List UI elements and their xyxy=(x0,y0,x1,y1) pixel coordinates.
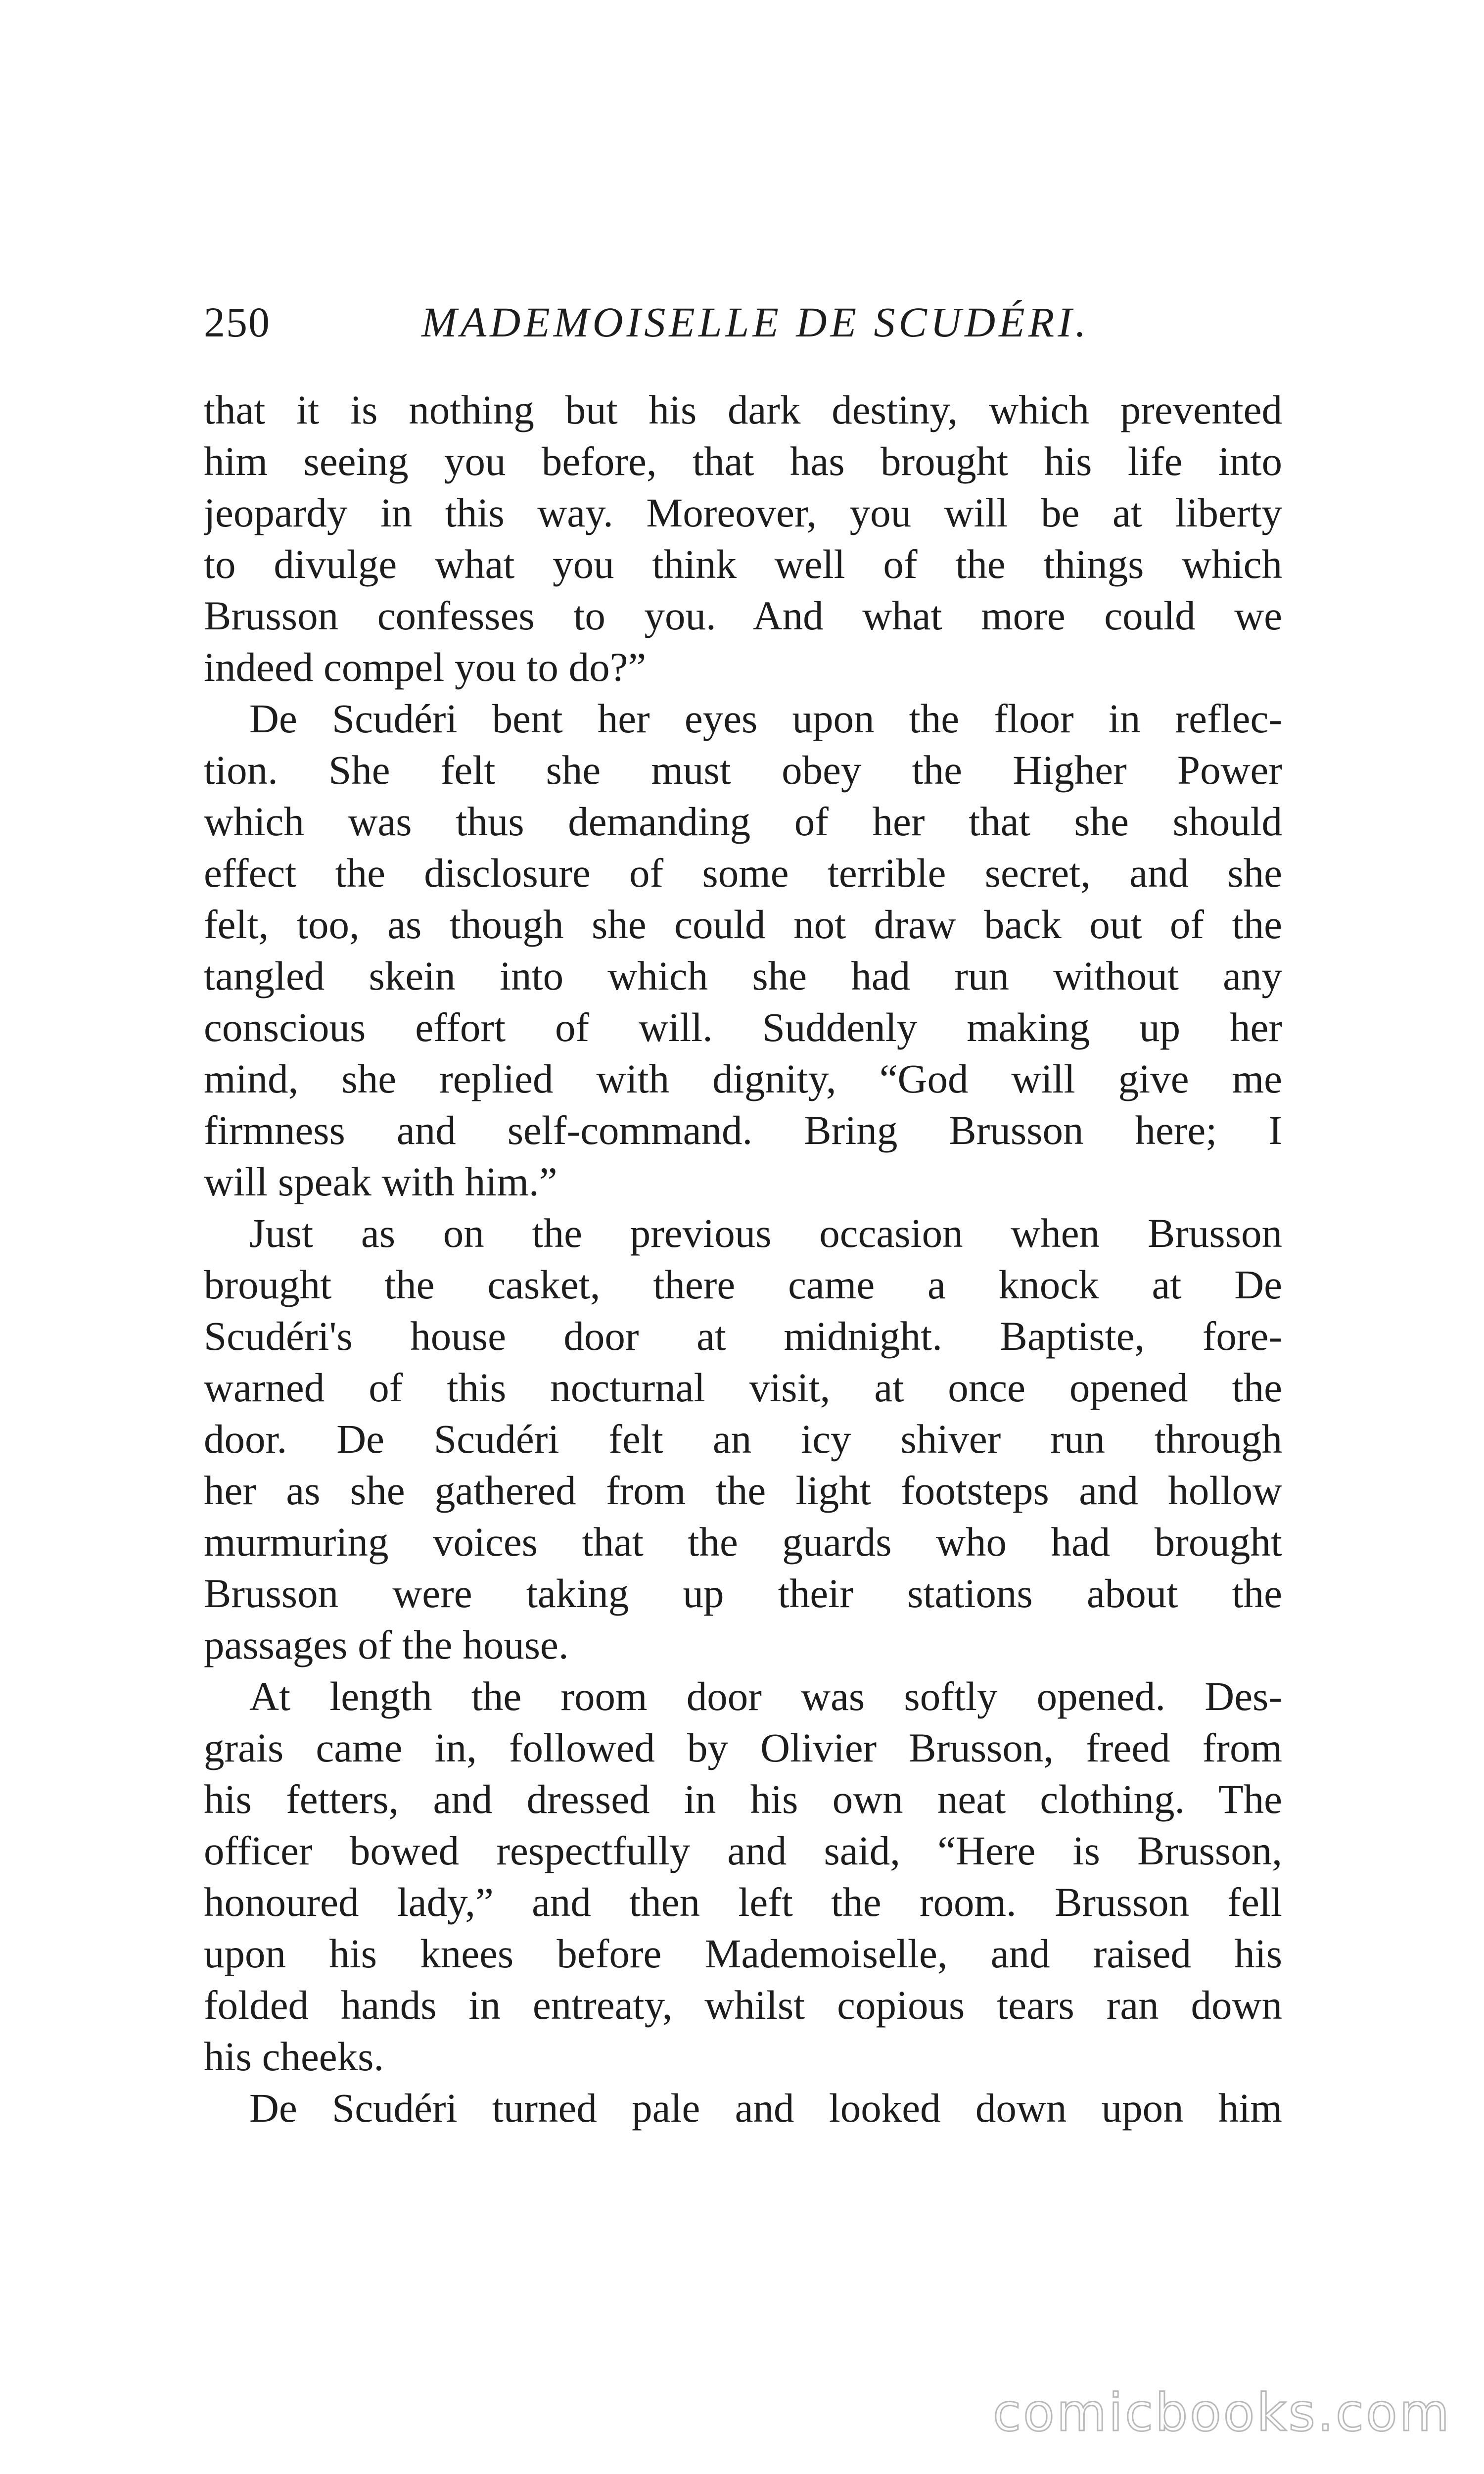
page-header xyxy=(204,295,1282,349)
paragraph-4 xyxy=(204,1670,1282,2082)
text-line: De Scudéri bent her eyes upon the floor in reflec- xyxy=(249,696,1282,741)
text-line: that it is nothing but his dark destiny, which prevented xyxy=(204,387,1282,432)
text-line: De Scudéri turned pale and looked down upon him xyxy=(249,2085,1282,2131)
text-line: murmuring voices that the guards who had brought xyxy=(204,1519,1282,1565)
text-line: Brusson were taking up their stations about the xyxy=(204,1570,1282,1616)
text-line: At length the room door was softly opened. Des- xyxy=(249,1673,1282,1719)
text-line: honoured lady,” and then left the room. Brusson fell xyxy=(204,1879,1282,1925)
text-line: passages of the house. xyxy=(204,1622,569,1667)
text-line: felt, too, as though she could not draw back out of the xyxy=(204,902,1282,947)
text-line: her as she gathered from the light footsteps and hollow xyxy=(204,1468,1282,1513)
text-line: conscious effort of will. Suddenly making up her xyxy=(204,1004,1282,1050)
text-line: to divulge what you think well of the things which xyxy=(204,541,1282,587)
text-line: effect the disclosure of some terrible secret, and she xyxy=(204,850,1282,896)
paragraph-2 xyxy=(204,693,1282,1207)
paragraph-3 xyxy=(204,1207,1282,1670)
text-line: upon his knees before Mademoiselle, and raised his xyxy=(204,1931,1282,1976)
text-line: grais came in, followed by Olivier Brusson, freed from xyxy=(204,1725,1282,1770)
text-line: Brusson confesses to you. And what more could we xyxy=(204,593,1282,638)
page-number: 250 xyxy=(204,298,271,346)
body-text xyxy=(204,384,1282,2134)
text-line: his fetters, and dressed in his own neat clothing. The xyxy=(204,1776,1282,1822)
text-line: Just as on the previous occasion when Brusson xyxy=(249,1210,1282,1256)
text-line: him seeing you before, that has brought his life into xyxy=(204,438,1282,484)
text-line: officer bowed respectfully and said, “Here is Brusson, xyxy=(204,1828,1282,1873)
text-line: folded hands in entreaty, whilst copious tears ran down xyxy=(204,1982,1282,2028)
text-line: brought the casket, there came a knock at De xyxy=(204,1262,1282,1307)
text-line: tangled skein into which she had run without any xyxy=(204,953,1282,999)
text-line: warned of this nocturnal visit, at once opened the xyxy=(204,1365,1282,1410)
text-line: which was thus demanding of her that she should xyxy=(204,799,1282,844)
text-line: door. De Scudéri felt an icy shiver run through xyxy=(204,1416,1282,1462)
text-line: mind, she replied with dignity, “God will give me xyxy=(204,1056,1282,1101)
paragraph-5 xyxy=(204,2082,1282,2134)
text-line: indeed compel you to do?” xyxy=(204,644,647,690)
text-line: his cheeks. xyxy=(204,2034,384,2079)
watermark-logo: comicbooks.com xyxy=(992,2382,1451,2443)
text-line: will speak with him.” xyxy=(204,1159,557,1204)
text-line: tion. She felt she must obey the Higher Power xyxy=(204,747,1282,793)
running-head: MADEMOISELLE DE SCUDÉRI. xyxy=(421,298,1090,346)
text-line: Scudéri's house door at midnight. Baptiste, fore- xyxy=(204,1313,1282,1359)
text-line: jeopardy in this way. Moreover, you will be at liberty xyxy=(204,490,1282,535)
paragraph-1 xyxy=(204,384,1282,693)
text-line: firmness and self-command. Bring Brusson here; I xyxy=(204,1107,1282,1153)
